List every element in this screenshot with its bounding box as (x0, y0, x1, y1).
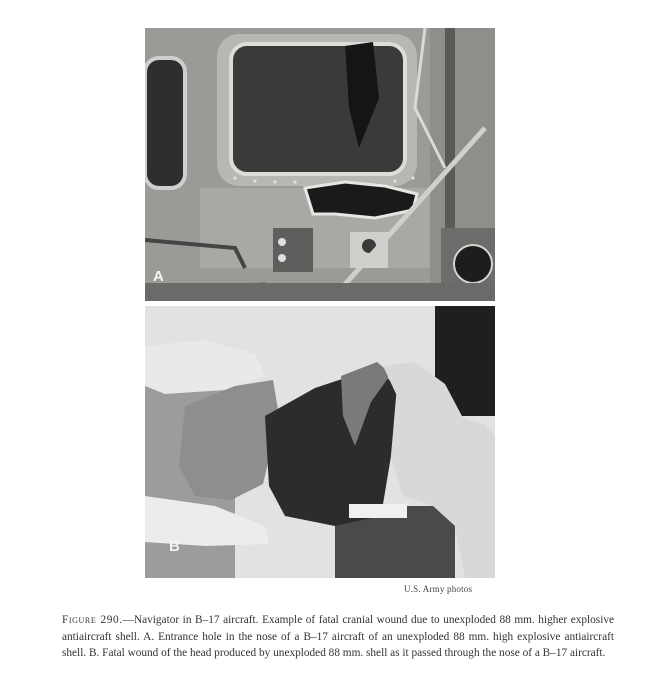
figure-number: Figure 290. (62, 614, 123, 627)
panel-label-b: B (169, 538, 180, 555)
photo-a-illustration (145, 28, 495, 301)
photo-b-illustration (145, 306, 495, 578)
figure-caption (62, 612, 614, 662)
photo-b-head-wound (145, 306, 495, 578)
photo-credit: U.S. Army photos (404, 584, 473, 594)
photo-a-aircraft-interior (145, 28, 495, 301)
caption-text: —Navigator in B–17 aircraft. Example of fatal cranial wound due to unexploded 88 mm. higher explosive antiaircraft shell. A. Entrance hole in the nose of a B–17 aircraft of an unexploded 88 mm. high explosive antiaircraft shell. B. Fatal wound of the head produced by unexploded 88 mm. shell as it passed through the nose of a B–17 aircraft. (62, 614, 614, 660)
panel-label-a: A (153, 268, 164, 285)
